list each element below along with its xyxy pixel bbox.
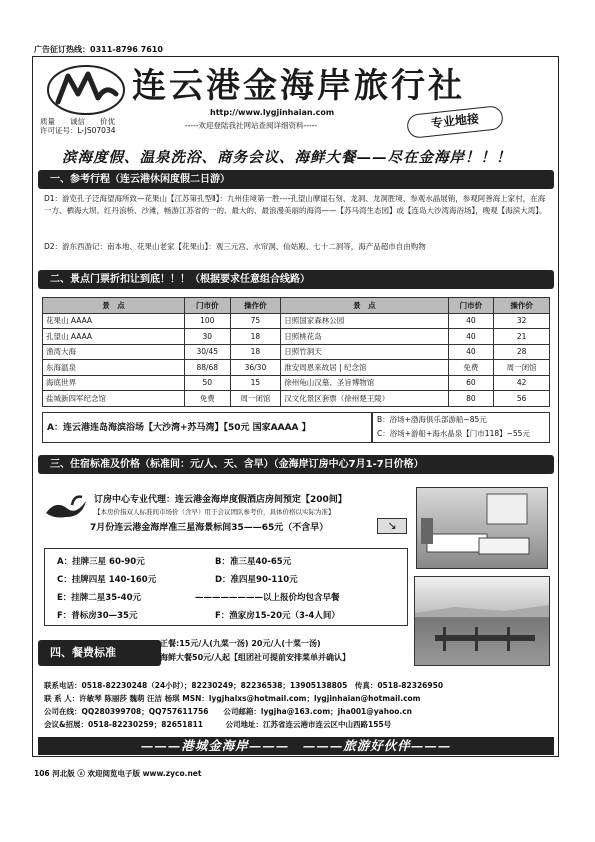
table-cell: 21 xyxy=(494,329,550,345)
itinerary-day1: D1：游览孔子泛海望海所致—花果山【江苏第孔型Ⅱ】：九州佳境第一胜----孔望山摩崖石刻、龙洞、龙洞胜境、参观水晶展销，参观阿善海上家村，在海一方、栖海大坝、红丹浪桥、沙滩，畅游江苏省的一的、最大的、最浪漫美丽的海湾——【苏马湾生态园】或【连岛大沙湾海浴场】，晚观【海滨大湾】。 xyxy=(44,194,547,215)
page-footer: 106 河北版 ⓩ 欢迎阅览电子版 www.zyco.net xyxy=(34,769,202,778)
table-cell: 40 xyxy=(448,313,494,329)
room-price-b: B：准三星40-65元 xyxy=(215,557,292,567)
table-cell: 18 xyxy=(230,344,281,360)
ad-hotline: 广告征订热线：0311-8796 7610 xyxy=(34,45,163,54)
room-price-f-fisherman: F：渔家房15-20元（3-4人间） xyxy=(215,611,340,621)
table-cell: 15 xyxy=(230,375,281,391)
section-tickets-title: 二、景点门票折扣让到底！！！（根据要求任意组合线路） xyxy=(38,270,554,289)
contact-address: 会议&招展：0518-82230259；82651811 公司地址：江苏省连云港市连云区中山西路155号 xyxy=(44,720,392,729)
table-row xyxy=(43,329,550,345)
local-service-badge: 专业地接 xyxy=(406,105,504,139)
slogan: 滨海度假、温泉洗浴、商务会议、海鲜大餐——尽在金海岸！！！ xyxy=(62,149,512,166)
room-price-d: D：准四星90-110元 xyxy=(215,575,298,585)
column-header: 操作价 xyxy=(230,298,281,314)
table-cell: 36/30 xyxy=(230,360,281,376)
table-cell: 100 xyxy=(184,313,230,329)
table-cell: 盐城新四军纪念馆 xyxy=(43,391,185,407)
table-cell: 孔望山 AAAA xyxy=(43,329,185,345)
table-cell: 28 xyxy=(494,344,550,360)
table-cell: 60 xyxy=(448,375,494,391)
section-meal-title: 四、餐费标准 xyxy=(38,640,161,666)
room-price-e: E：挂牌二星35-40元 xyxy=(57,593,141,603)
table-cell: 日照国家森林公园 xyxy=(281,313,448,329)
brand-name: 连云港金海岸旅行社 xyxy=(132,66,465,106)
table-cell: 88/68 xyxy=(184,360,230,376)
table-row xyxy=(43,344,550,360)
table-cell: 东海温泉 xyxy=(43,360,185,376)
table-cell: 徐州龟山汉墓、圣旨博物馆 xyxy=(281,375,448,391)
section-hotel-title: 三、住宿标准及价格（标准间：元/人、天、含早）（金海岸订房中心7月1-7日价格） xyxy=(38,455,554,474)
ticket-price-table xyxy=(42,297,550,407)
license-number: 许可证号：L-JS07034 xyxy=(40,126,116,135)
july-price-note: 7月份连云港金海岸准三星海景标间35——65元（不含早） xyxy=(90,523,329,533)
booking-agent-heading: 订房中心专业代理：连云港金海岸度假酒店房间预定【200间】 xyxy=(94,495,347,505)
table-cell: 42 xyxy=(494,375,550,391)
breakfast-note: ————————以上报价均包含早餐 xyxy=(195,593,340,603)
contact-phone: 联系电话：0518-82230248（24小时）；82230249；82236538；13905138805 传真：0518-82326950 xyxy=(44,681,444,690)
table-cell: 40 xyxy=(448,344,494,360)
contact-online: 公司在线：QQ280399708；QQ757611756 公司邮箱：lygjha@163.com；jha001@yahoo.cn xyxy=(44,707,413,716)
meal-standard-line: 正餐:15元/人(九菜一汤) 20元/人(十菜一汤) xyxy=(160,639,321,648)
table-header-row xyxy=(43,298,550,314)
table-row xyxy=(43,360,550,376)
logo-caption xyxy=(40,117,150,135)
table-cell: 32 xyxy=(494,313,550,329)
column-header: 景 点 xyxy=(43,298,185,314)
table-cell: 18 xyxy=(230,329,281,345)
table-cell: 渔湾大海 xyxy=(43,344,185,360)
seafood-meal-line: 海鲜大餐50元/人起【组团社可提前安排菜单并确认】 xyxy=(160,653,351,662)
table-cell: 50 xyxy=(184,375,230,391)
table-cell: 75 xyxy=(230,313,281,329)
company-logo xyxy=(46,64,126,116)
logo-caption-motto: 质量 诚信 价优 xyxy=(40,117,115,126)
beach-option-a: A：连云港连岛海滨浴场【大沙湾+苏马湾】【50元 国家AAAA 】 xyxy=(42,412,372,443)
itinerary-day2: D2：游东西游记：南本地、花果山老家【花果山】：观三元宫、水帘洞、仙姑殿、七十二洞等，海产品超市自由购物 xyxy=(44,242,426,251)
column-header: 景 点 xyxy=(281,298,448,314)
welcome-text: -----欢迎登陆我社网站查阅详细资料----- xyxy=(185,121,318,130)
table-row xyxy=(43,313,550,329)
room-price-a: A：挂牌三星 60-90元 xyxy=(57,557,145,567)
table-cell: 汉文化景区套票（徐州楚王陵） xyxy=(281,391,448,407)
column-header: 操作价 xyxy=(494,298,550,314)
room-price-f-standard: F：普标房30—35元 xyxy=(57,611,138,621)
table-cell: 日照桃花岛 xyxy=(281,329,448,345)
footer-banner: ———港城金海岸——— ———旅游好伙伴——— xyxy=(38,737,554,755)
table-cell: 淮安周恩来故居 | 纪念馆 xyxy=(281,360,448,376)
table-cell: 花果山 AAAA xyxy=(43,313,185,329)
arrow-icon: ↘ xyxy=(377,518,407,534)
table-cell: 30/45 xyxy=(184,344,230,360)
table-row xyxy=(43,391,550,407)
beach-option-b: B：浴场+渤海俱乐部游船~85元 xyxy=(377,415,487,424)
website-url[interactable]: http://www.lygjinhaian.com xyxy=(210,108,335,117)
table-cell: 56 xyxy=(494,391,550,407)
column-header: 门市价 xyxy=(448,298,494,314)
table-cell: 日照竹洞天 xyxy=(281,344,448,360)
table-row xyxy=(43,375,550,391)
table-cell: 周一闭馆 xyxy=(494,360,550,376)
table-cell: 免费 xyxy=(184,391,230,407)
table-cell: 40 xyxy=(448,329,494,345)
table-cell: 周一闭馆 xyxy=(230,391,281,407)
section-itinerary-title: 一、参考行程（连云港休闲度假二日游） xyxy=(38,170,554,189)
table-cell: 80 xyxy=(448,391,494,407)
hotel-room-photo xyxy=(416,487,548,569)
room-price-c: C：挂牌四星 140-160元 xyxy=(57,575,157,585)
seaside-pier-photo xyxy=(414,576,550,666)
table-cell: 30 xyxy=(184,329,230,345)
table-cell: 海底世界 xyxy=(43,375,185,391)
beach-options-bc xyxy=(372,412,550,443)
table-cell: 免费 xyxy=(448,360,494,376)
column-header: 门市价 xyxy=(184,298,230,314)
room-price-box xyxy=(44,548,408,626)
swan-icon xyxy=(42,491,90,523)
beach-option-c: C：浴场+游船+海水晶泉【门市118】~55元 xyxy=(377,429,530,438)
contact-people: 联 系 人：许敏琴 陈丽莎 魏萌 汪洁 杨琪 MSN：lygjhalxs@hotmail.com；lygjinhaian@hotmail.com xyxy=(44,694,421,703)
booking-agent-note: 【本房价指双人标准间市场价（含早）用于会议团队参考价，具体价格以实际为准】 xyxy=(94,508,335,516)
